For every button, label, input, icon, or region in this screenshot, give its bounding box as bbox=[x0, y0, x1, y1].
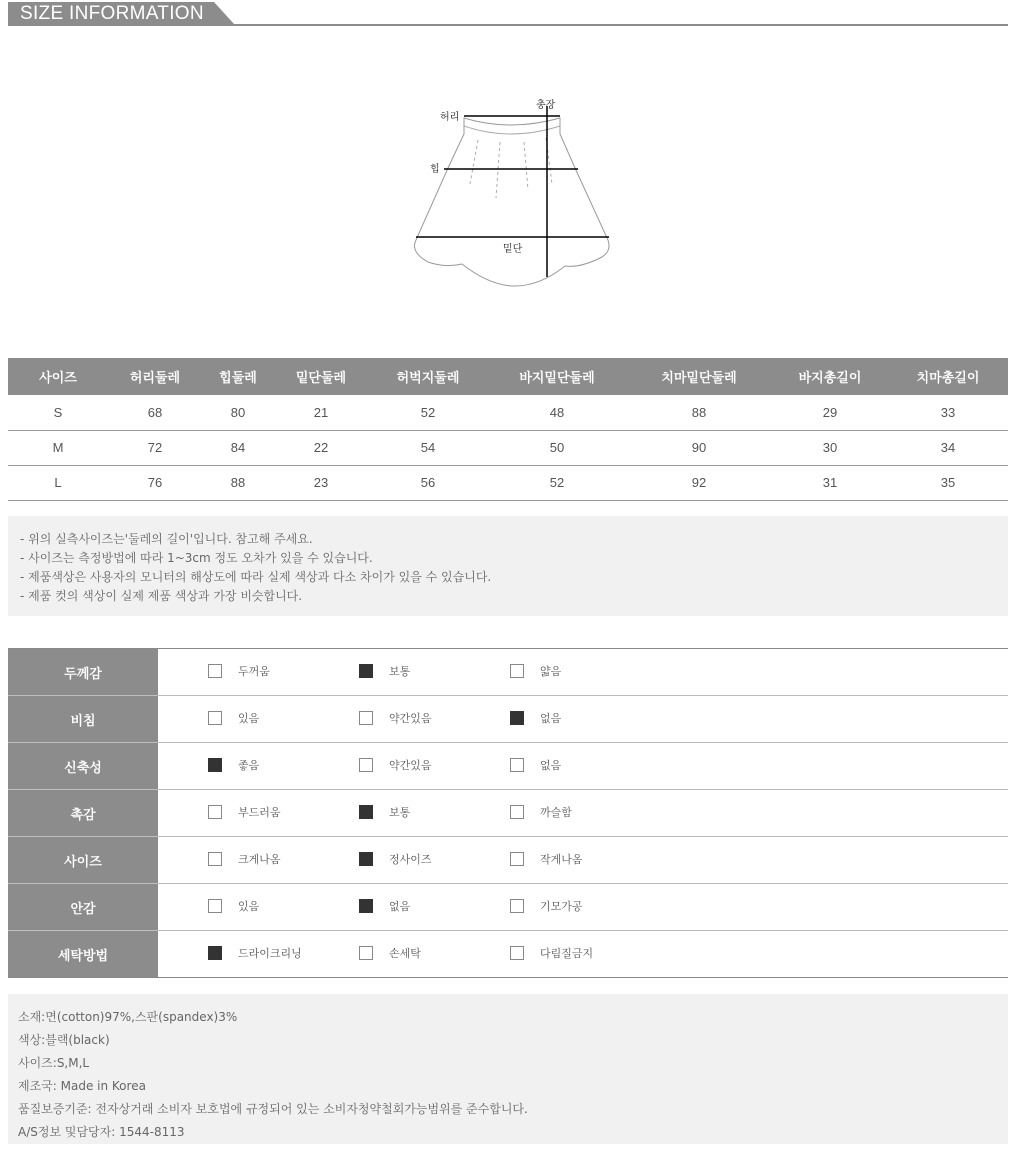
table-cell: 68 bbox=[108, 395, 202, 430]
option-label: 보통 bbox=[389, 805, 411, 819]
checkbox-checked[interactable] bbox=[359, 899, 373, 913]
checkbox-unchecked[interactable] bbox=[208, 899, 222, 913]
product-info bbox=[8, 994, 1008, 1144]
attribute-label: 두께감 bbox=[8, 649, 158, 696]
size-table bbox=[8, 358, 1008, 501]
table-cell: 84 bbox=[202, 430, 274, 465]
attribute-row bbox=[8, 790, 1008, 837]
checkbox-unchecked[interactable] bbox=[510, 852, 524, 866]
option-label: 드라이크리닝 bbox=[238, 946, 302, 960]
label-length: 총장 bbox=[536, 100, 556, 111]
attribute-option[interactable] bbox=[359, 757, 510, 773]
attribute-option[interactable] bbox=[208, 663, 359, 679]
attribute-row bbox=[8, 931, 1008, 978]
attribute-label: 세탁방법 bbox=[8, 931, 158, 978]
col-header: 바지밑단둘레 bbox=[488, 358, 626, 395]
table-cell: 80 bbox=[202, 395, 274, 430]
attribute-option[interactable] bbox=[359, 663, 510, 679]
info-line: 소재:면(cotton)97%,스판(spandex)3% bbox=[18, 1010, 238, 1024]
option-label: 손세탁 bbox=[389, 946, 421, 960]
table-cell: 33 bbox=[888, 395, 1008, 430]
attribute-option[interactable] bbox=[510, 710, 661, 726]
col-header: 치마밑단둘레 bbox=[626, 358, 772, 395]
header-divider bbox=[8, 24, 1008, 26]
checkbox-unchecked[interactable] bbox=[359, 946, 373, 960]
table-cell: 34 bbox=[888, 430, 1008, 465]
attribute-option[interactable] bbox=[208, 898, 359, 914]
col-header: 사이즈 bbox=[8, 358, 108, 395]
table-cell: 48 bbox=[488, 395, 626, 430]
attribute-option[interactable] bbox=[510, 898, 661, 914]
attribute-options bbox=[158, 837, 1008, 884]
table-cell: 35 bbox=[888, 465, 1008, 500]
table-cell: 72 bbox=[108, 430, 202, 465]
attribute-label: 비침 bbox=[8, 696, 158, 743]
checkbox-unchecked[interactable] bbox=[510, 758, 524, 772]
option-label: 보통 bbox=[389, 664, 411, 678]
col-header: 허리둘레 bbox=[108, 358, 202, 395]
checkbox-unchecked[interactable] bbox=[510, 899, 524, 913]
table-cell: 31 bbox=[772, 465, 888, 500]
info-line: 색상:블랙(black) bbox=[18, 1033, 110, 1047]
table-cell: 88 bbox=[626, 395, 772, 430]
checkbox-checked[interactable] bbox=[359, 852, 373, 866]
col-header: 바지총길이 bbox=[772, 358, 888, 395]
info-line: 품질보증기준: 전자상거래 소비자 보호법에 규정되어 있는 소비자청약철회가능범위를 준수합니다. bbox=[18, 1102, 528, 1116]
size-table-header bbox=[8, 358, 1008, 395]
attribute-option[interactable] bbox=[510, 804, 661, 820]
table-cell: 52 bbox=[488, 465, 626, 500]
option-label: 없음 bbox=[540, 758, 562, 772]
attribute-option[interactable] bbox=[510, 663, 661, 679]
table-cell: M bbox=[8, 430, 108, 465]
table-row bbox=[8, 395, 1008, 430]
option-label: 작게나옴 bbox=[540, 852, 583, 866]
checkbox-checked[interactable] bbox=[208, 946, 222, 960]
attribute-option[interactable] bbox=[359, 710, 510, 726]
option-label: 다림질금지 bbox=[540, 946, 594, 960]
option-label: 까슬함 bbox=[540, 805, 572, 819]
attribute-option[interactable] bbox=[359, 851, 510, 867]
checkbox-checked[interactable] bbox=[359, 664, 373, 678]
col-header: 허벅지둘레 bbox=[368, 358, 488, 395]
attribute-option[interactable] bbox=[208, 757, 359, 773]
attribute-option[interactable] bbox=[510, 851, 661, 867]
checkbox-unchecked[interactable] bbox=[208, 805, 222, 819]
checkbox-unchecked[interactable] bbox=[510, 805, 524, 819]
info-line: 제조국: Made in Korea bbox=[18, 1079, 146, 1093]
checkbox-unchecked[interactable] bbox=[359, 758, 373, 772]
table-cell: 29 bbox=[772, 395, 888, 430]
checkbox-unchecked[interactable] bbox=[208, 852, 222, 866]
option-label: 기모가공 bbox=[540, 899, 583, 913]
section-header bbox=[8, 2, 1008, 26]
attribute-options bbox=[158, 790, 1008, 837]
label-hip: 힙 bbox=[430, 164, 440, 175]
attribute-row bbox=[8, 696, 1008, 743]
attribute-label: 안감 bbox=[8, 884, 158, 931]
attribute-option[interactable] bbox=[510, 945, 661, 961]
option-label: 약간있음 bbox=[389, 711, 432, 725]
checkbox-unchecked[interactable] bbox=[510, 946, 524, 960]
table-cell: 30 bbox=[772, 430, 888, 465]
table-cell: 90 bbox=[626, 430, 772, 465]
info-line: 사이즈:S,M,L bbox=[18, 1056, 90, 1070]
attribute-options bbox=[158, 884, 1008, 931]
table-cell: 56 bbox=[368, 465, 488, 500]
table-cell: S bbox=[8, 395, 108, 430]
attribute-option[interactable] bbox=[510, 757, 661, 773]
option-label: 없음 bbox=[540, 711, 562, 725]
label-hem: 밑단 bbox=[503, 244, 523, 255]
attribute-options bbox=[158, 931, 1008, 978]
col-header: 치마총길이 bbox=[888, 358, 1008, 395]
checkbox-unchecked[interactable] bbox=[208, 711, 222, 725]
attribute-label: 촉감 bbox=[8, 790, 158, 837]
checkbox-checked[interactable] bbox=[208, 758, 222, 772]
table-cell: 88 bbox=[202, 465, 274, 500]
checkbox-unchecked[interactable] bbox=[510, 664, 524, 678]
table-cell: 50 bbox=[488, 430, 626, 465]
table-row bbox=[8, 465, 1008, 500]
checkbox-checked[interactable] bbox=[510, 711, 524, 725]
table-cell: L bbox=[8, 465, 108, 500]
note-line: - 제품색상은 사용자의 모니터의 해상도에 따라 실제 색상과 다소 차이가 있을 수 있습니다. bbox=[20, 570, 492, 584]
option-label: 정사이즈 bbox=[389, 852, 432, 866]
table-cell: 23 bbox=[274, 465, 368, 500]
attribute-option[interactable] bbox=[208, 945, 359, 961]
option-label: 있음 bbox=[238, 711, 260, 725]
attribute-table bbox=[8, 648, 1008, 978]
option-label: 두꺼움 bbox=[238, 664, 270, 678]
table-cell: 54 bbox=[368, 430, 488, 465]
note-line: - 사이즈는 측정방법에 따라 1~3cm 정도 오차가 있을 수 있습니다. bbox=[20, 551, 373, 565]
col-header: 밑단둘레 bbox=[274, 358, 368, 395]
attribute-option[interactable] bbox=[359, 804, 510, 820]
attribute-options bbox=[158, 649, 1008, 696]
table-cell: 92 bbox=[626, 465, 772, 500]
option-label: 약간있음 bbox=[389, 758, 432, 772]
option-label: 크게나옴 bbox=[238, 852, 281, 866]
option-label: 있음 bbox=[238, 899, 260, 913]
option-label: 부드러움 bbox=[238, 805, 281, 819]
col-header: 힙둘레 bbox=[202, 358, 274, 395]
option-label: 없음 bbox=[389, 899, 411, 913]
note-line: - 제품 컷의 색상이 실제 제품 색상과 가장 비슷합니다. bbox=[20, 589, 303, 603]
table-cell: 22 bbox=[274, 430, 368, 465]
table-row bbox=[8, 430, 1008, 465]
attribute-option[interactable] bbox=[208, 710, 359, 726]
checkbox-checked[interactable] bbox=[359, 805, 373, 819]
attribute-label: 사이즈 bbox=[8, 837, 158, 884]
attribute-row bbox=[8, 837, 1008, 884]
label-waist: 허리 bbox=[440, 112, 460, 123]
info-line: A/S정보 및담당자: 1544-8113 bbox=[18, 1125, 185, 1139]
table-cell: 52 bbox=[368, 395, 488, 430]
table-cell: 76 bbox=[108, 465, 202, 500]
option-label: 좋음 bbox=[238, 758, 260, 772]
checkbox-unchecked[interactable] bbox=[359, 711, 373, 725]
checkbox-unchecked[interactable] bbox=[208, 664, 222, 678]
table-cell: 21 bbox=[274, 395, 368, 430]
measurement-notes bbox=[8, 516, 1008, 616]
note-line: - 위의 실측사이즈는'둘레의 길이'입니다. 참고해 주세요. bbox=[20, 532, 313, 546]
attribute-option[interactable] bbox=[208, 851, 359, 867]
attribute-options bbox=[158, 743, 1008, 790]
skirt-measurement-diagram bbox=[400, 92, 630, 292]
attribute-options bbox=[158, 696, 1008, 743]
section-title: SIZE INFORMATION bbox=[20, 3, 204, 24]
attribute-option[interactable] bbox=[359, 945, 510, 961]
attribute-option[interactable] bbox=[208, 804, 359, 820]
skirt-outline bbox=[415, 118, 610, 286]
attribute-row bbox=[8, 743, 1008, 790]
option-label: 얇음 bbox=[540, 664, 562, 678]
attribute-label: 신축성 bbox=[8, 743, 158, 790]
attribute-row bbox=[8, 649, 1008, 696]
attribute-row bbox=[8, 884, 1008, 931]
attribute-option[interactable] bbox=[359, 898, 510, 914]
